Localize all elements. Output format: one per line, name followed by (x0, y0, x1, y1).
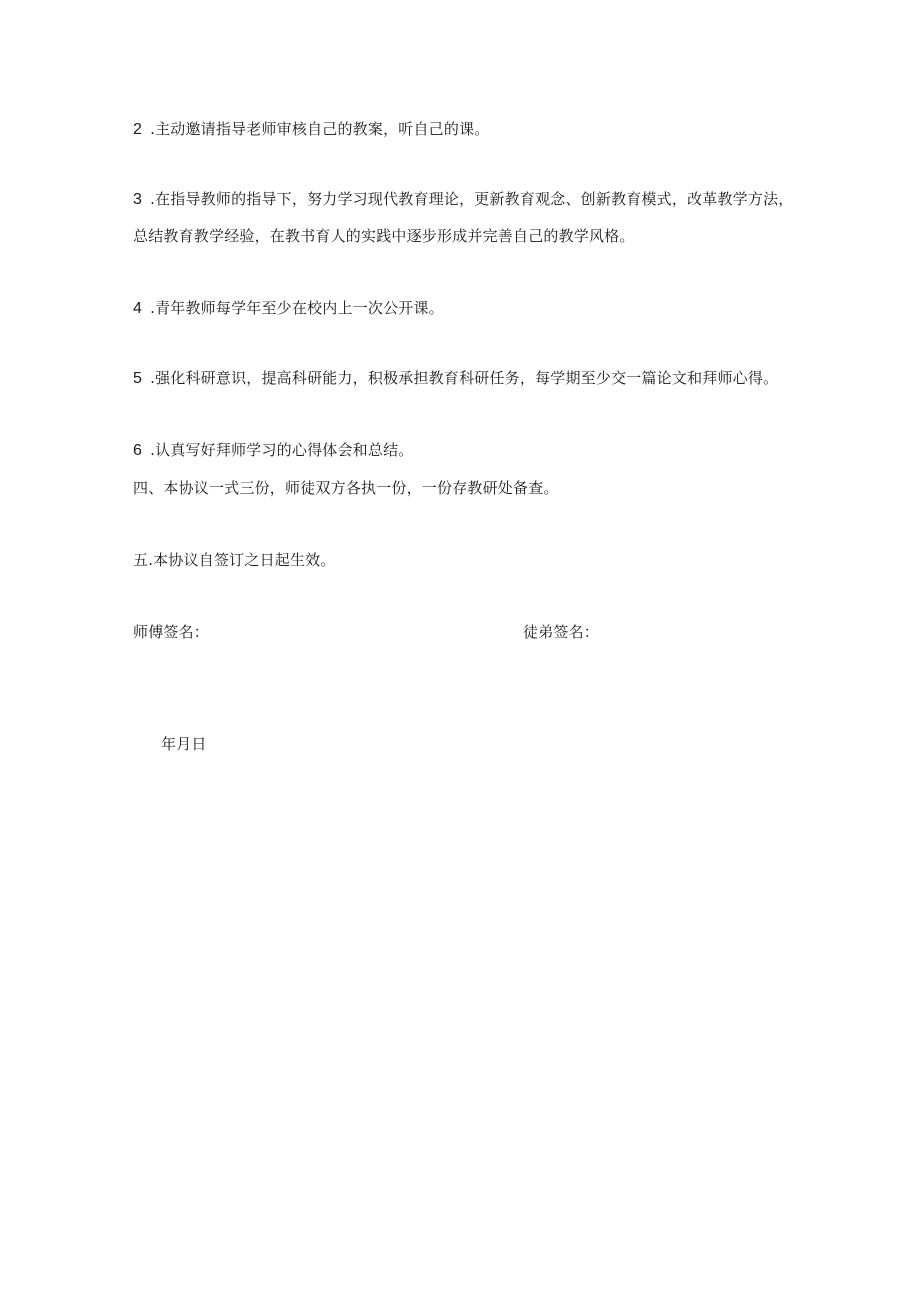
item-2 (133, 119, 489, 140)
item-text: .认真写好拜师学习的心得体会和总结。 (150, 441, 414, 459)
item-text: .青年教师每学年至少在校内上一次公开课。 (150, 299, 444, 317)
clause-five: 五.本协议自签订之日起生效。 (133, 551, 336, 569)
item-6 (133, 440, 413, 461)
item-number: 3 (133, 191, 143, 208)
item-4 (133, 298, 444, 319)
item-3 (133, 189, 793, 210)
item-text: .强化科研意识，提高科研能力，积极承担教育科研任务，每学期至少交一篇论文和拜师心得。 (150, 369, 779, 387)
date-line: 年月日 (161, 735, 207, 753)
apprentice-signature-label: 徒弟签名： (523, 623, 600, 641)
item-number: 2 (133, 121, 143, 138)
item-text: .主动邀请指导老师审核自己的教案，听自己的课。 (150, 120, 490, 138)
item-number: 5 (133, 370, 143, 387)
master-signature-label: 师傅签名： (133, 623, 210, 641)
item-5 (133, 368, 778, 389)
item-3-continuation: 总结教育教学经验，在教书育人的实践中逐步形成并完善自己的教学风格。 (133, 227, 635, 245)
item-number: 4 (133, 300, 143, 317)
item-number: 6 (133, 442, 143, 459)
item-text: .在指导教师的指导下，努力学习现代教育理论，更新教育观念、创新教育模式，改革教学方法， (150, 190, 794, 208)
clause-four: 四、本协议一式三份，师徒双方各执一份，一份存教研处备查。 (133, 479, 559, 497)
